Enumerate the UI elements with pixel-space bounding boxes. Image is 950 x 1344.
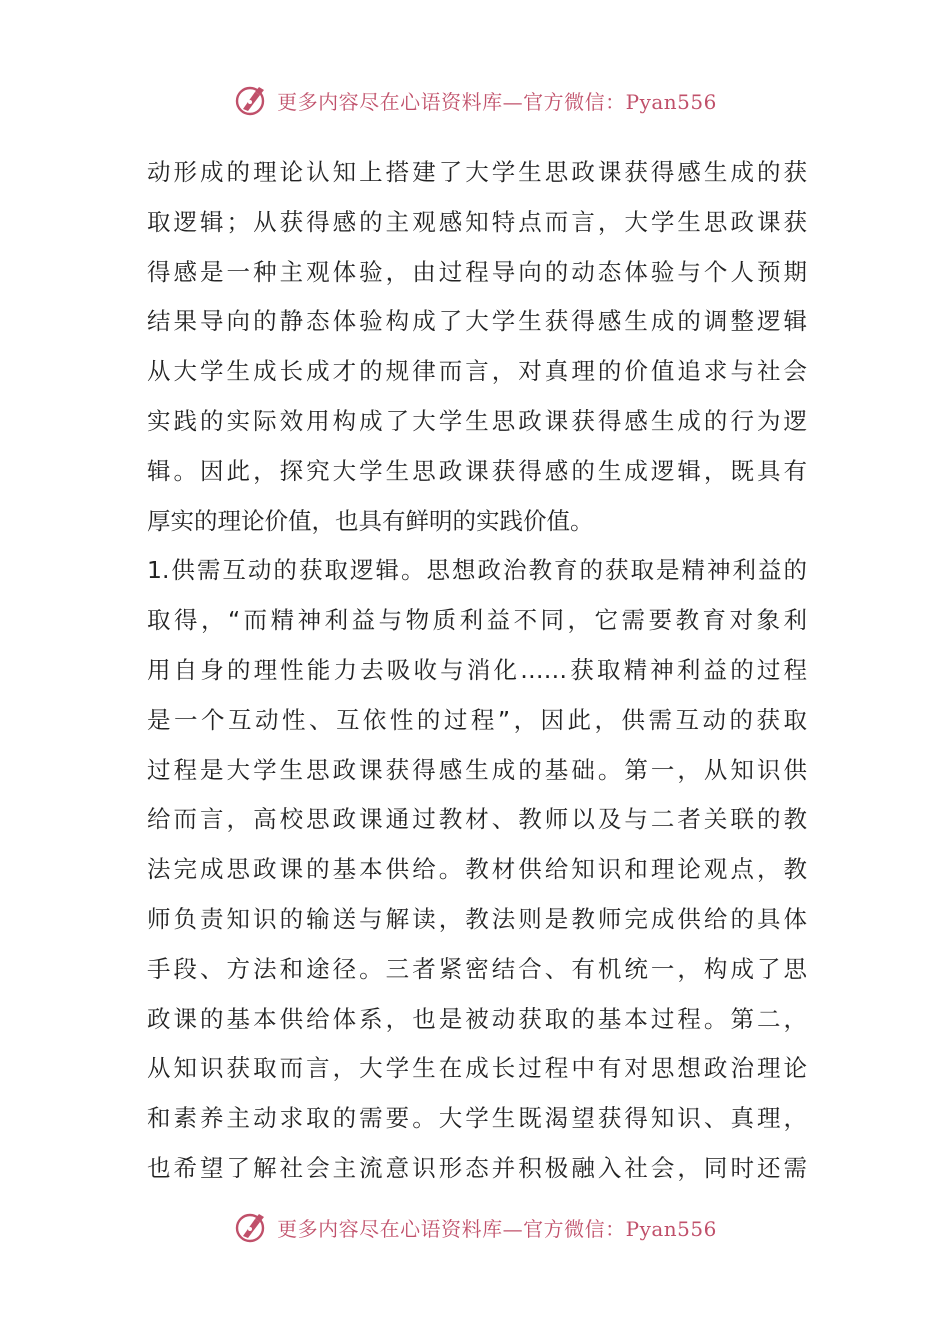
watermark-text: 更多内容尽在心语资料库—官方微信：Pyan556 bbox=[277, 1216, 717, 1241]
text-line: 也希望了解社会主流意识形态并积极融入社会，同时还需 bbox=[147, 1153, 807, 1182]
text-line: 是一个互动性、互依性的过程”，因此，供需互动的获取 bbox=[147, 705, 807, 734]
text-line: 动形成的理论认知上搭建了大学生思政课获得感生成的获 bbox=[147, 158, 807, 186]
text-line: 给而言，高校思政课通过教材、教师以及与二者关联的教 bbox=[147, 805, 807, 834]
footer-watermark bbox=[0, 1209, 950, 1245]
text-line: 厚实的理论价值，也具有鲜明的实践价值。 bbox=[147, 506, 594, 535]
pen-nib-circle-icon bbox=[233, 82, 269, 118]
text-line: 从大学生成长成才的规律而言，对真理的价值追求与社会 bbox=[147, 357, 807, 386]
text-line: 手段、方法和途径。三者紧密结合、有机统一，构成了思 bbox=[147, 954, 807, 983]
text-line: 1.供需互动的获取逻辑。思想政治教育的获取是精神利益的 bbox=[147, 556, 807, 585]
text-line: 政课的基本供给体系，也是被动获取的基本过程。第二， bbox=[147, 1004, 807, 1033]
text-line: 辑。因此，探究大学生思政课获得感的生成逻辑，既具有 bbox=[147, 456, 807, 485]
watermark-text: 更多内容尽在心语资料库—官方微信：Pyan556 bbox=[277, 89, 717, 114]
text-line: 过程是大学生思政课获得感生成的基础。第一，从知识供 bbox=[147, 755, 807, 784]
text-line: 从知识获取而言，大学生在成长过程中有对思想政治理论 bbox=[147, 1054, 807, 1083]
text-line: 实践的实际效用构成了大学生思政课获得感生成的行为逻 bbox=[147, 406, 807, 435]
header-watermark bbox=[0, 82, 950, 118]
text-line: 结果导向的静态体验构成了大学生获得感生成的调整逻辑 bbox=[147, 307, 807, 336]
text-line: 法完成思政课的基本供给。教材供给知识和理论观点，教 bbox=[147, 855, 807, 884]
text-line: 得感是一种主观体验，由过程导向的动态体验与个人预期 bbox=[147, 257, 807, 286]
text-line: 用自身的理性能力去吸收与消化……获取精神利益的过程 bbox=[147, 655, 807, 684]
text-line: 取逻辑；从获得感的主观感知特点而言，大学生思政课获 bbox=[147, 207, 807, 236]
text-line: 取得，“而精神利益与物质利益不同，它需要教育对象利 bbox=[147, 606, 807, 635]
text-line: 和素养主动求取的需要。大学生既渴望获得知识、真理， bbox=[147, 1104, 807, 1133]
pen-nib-circle-icon bbox=[233, 1209, 269, 1245]
text-line: 师负责知识的输送与解读，教法则是教师完成供给的具体 bbox=[147, 904, 807, 933]
document-body bbox=[147, 148, 807, 1194]
